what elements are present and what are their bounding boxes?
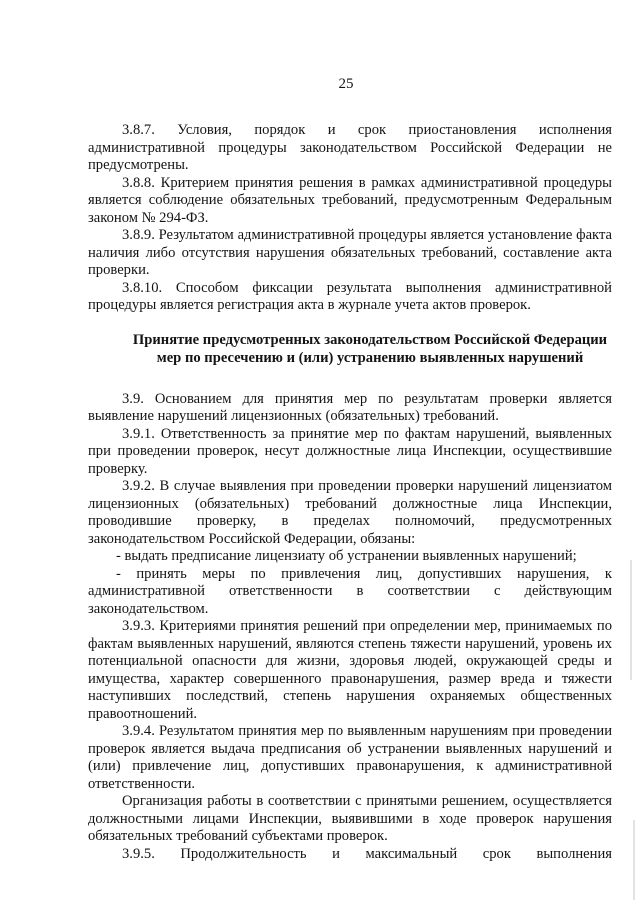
- paragraph-3-8-8: 3.8.8. Критерием принятия решения в рамках административной процедуры является соблюдение обязательных требований, предусмотренным Федеральным законом № 294-ФЗ.: [88, 174, 612, 226]
- section-heading-line-2: мер по пресечению и (или) устранению выявленных нарушений: [156, 349, 584, 366]
- scan-edge-mark: [633, 820, 635, 900]
- paragraph-3-8-10: 3.8.10. Способом фиксации результата выполнения административной процедуры является регистрация акта в журнале учета актов проверок.: [88, 279, 612, 313]
- paragraph-3-8-7: 3.8.7. Условия, порядок и срок приостановления исполнения административной процедуры законодательством Российской Федерации не предусмотрены.: [88, 122, 612, 173]
- paragraph-3-9-2: 3.9.2. В случае выявления при проведении проверки нарушений лицензиатом лицензионных (обязательных) требований должностные лица Инспекции, проводившие проверку, в пределах полномочий, предусмотренных законодательством Российской Федерации, обязаны:: [88, 478, 612, 547]
- paragraph-3-9-5: 3.9.5. Продолжительность и максимальный срок выполнения: [122, 845, 612, 862]
- paragraph-3-9-4: 3.9.4. Результатом принятия мер по выявленным нарушениям при проведении проверок является выдача предписания об устранении выявленных нарушений и (или) привлечение лиц, допустивших правонарушения, к административной ответственности.: [88, 723, 612, 792]
- list-item-take-measures: - принять меры по привлечения лиц, допустивших нарушения, к административной ответственности в соответствии с действующим законодательством.: [88, 565, 612, 617]
- document-body: [88, 122, 612, 863]
- paragraph-3-9: 3.9. Основанием для принятия мер по результатам проверки является выявление нарушений лицензионных (обязательных) требований.: [88, 390, 612, 424]
- section-heading-line-1: Принятие предусмотренных законодательством Российской Федерации: [132, 331, 608, 348]
- paragraph-3-9-3: 3.9.3. Критериями принятия решений при определении мер, принимаемых по фактам выявленных нарушений, являются степень тяжести нарушений, уровень их потенциальной опасности для жизни, здоровья людей, окружающей среды и имущества, характер совершенного правонарушения, размер вреда и тяжести наступивших последствий, степень нарушения охраняемых общественных правоотношений.: [88, 618, 612, 722]
- paragraph-3-8-9: 3.8.9. Результатом административной процедуры является установление факта наличия либо отсутствия нарушения обязательных требований, составление акта проверки.: [88, 227, 612, 278]
- list-item-issue-order: - выдать предписание лицензиату об устранении выявленных нарушений;: [116, 548, 577, 564]
- paragraph-3-9-1: 3.9.1. Ответственность за принятие мер по фактам нарушений, выявленных при проведении проверок, несут должностные лица Инспекции, осуществившие проверку.: [88, 425, 612, 477]
- section-heading: [88, 331, 612, 367]
- page-number: 25: [338, 76, 354, 92]
- paragraph-organization: Организация работы в соответствии с принятыми решением, осуществляется должностными лицами Инспекции, выявившими в ходе проверок нарушения обязательных требований субъектами проверок.: [88, 793, 612, 844]
- scan-edge-mark: [630, 560, 632, 680]
